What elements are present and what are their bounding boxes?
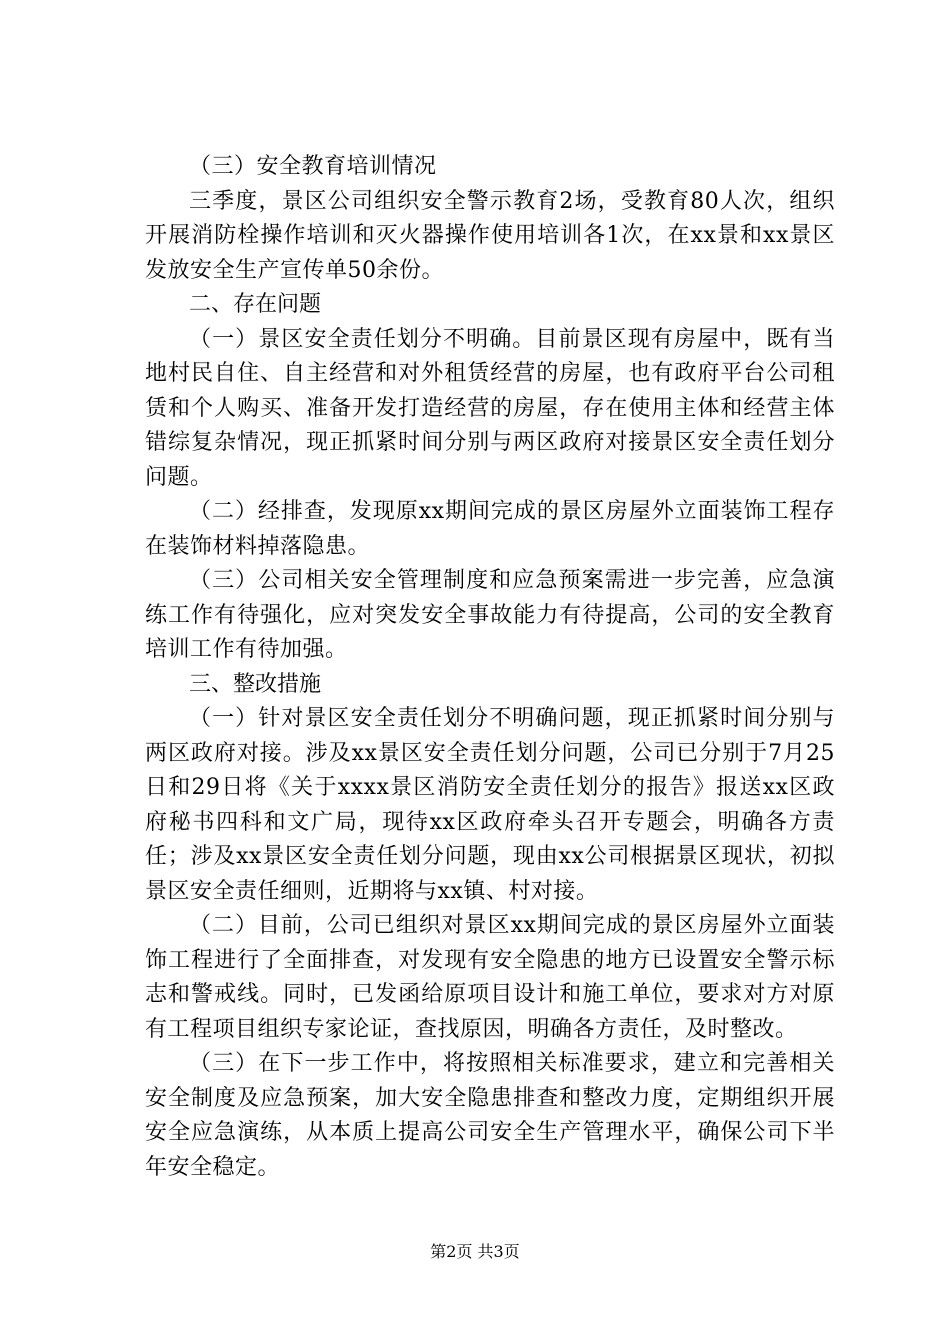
document-body xyxy=(145,150,835,1185)
paragraph: （一）针对景区安全责任划分不明确问题，现正抓紧时间分别与两区政府对接。涉及xx景区安全责任划分问题，公司已分别于7月25日和29日将《关于xxxx景区消防安全责任划分的报告》报送xx区政府秘书四科和文广局，现待xx区政府牵头召开专题会，明确各方责任；涉及xx景区安全责任划分问题，现由xx公司根据景区现状，初拟景区安全责任细则，近期将与xx镇、村对接。 xyxy=(145,706,835,904)
paragraph: 三季度，景区公司组织安全警示教育2场，受教育80人次，组织开展消防栓操作培训和灭火器操作使用培训各1次，在xx景和xx景区发放安全生产宣传单50余份。 xyxy=(145,188,835,283)
section-subheading: （三）安全教育培训情况 xyxy=(189,154,437,179)
paragraph: （二）目前，公司已组织对景区xx期间完成的景区房屋外立面装饰工程进行了全面排查，对发现有安全隐患的地方已设置安全警示标志和警戒线。同时，已发函给原项目设计和施工单位，要求对方对原有工程项目组织专家论证，查找原因，明确各方责任，及时整改。 xyxy=(145,913,835,1042)
paragraph: （三）在下一步工作中，将按照相关标准要求，建立和完善相关安全制度及应急预案，加大安全隐患排查和整改力度，定期组织开展安全应急演练，从本质上提高公司安全生产管理水平，确保公司下半年安全稳定。 xyxy=(145,1051,835,1180)
page-number-footer: 第2页 共3页 xyxy=(430,1242,520,1261)
paragraph: （三）公司相关安全管理制度和应急预案需进一步完善，应急演练工作有待强化，应对突发安全事故能力有待提高，公司的安全教育培训工作有待加强。 xyxy=(145,568,835,662)
section-heading: 二、存在问题 xyxy=(189,292,322,317)
paragraph: （一）景区安全责任划分不明确。目前景区现有房屋中，既有当地村民自住、自主经营和对外租赁经营的房屋，也有政府平台公司租赁和个人购买、准备开发打造经营的房屋，存在使用主体和经营主体错综复杂情况，现正抓紧时间分别与两区政府对接景区安全责任划分问题。 xyxy=(145,326,835,490)
section-heading: 三、整改措施 xyxy=(189,671,322,697)
paragraph: （二）经排查，发现原xx期间完成的景区房屋外立面装饰工程存在装饰材料掉落隐患。 xyxy=(145,499,835,559)
